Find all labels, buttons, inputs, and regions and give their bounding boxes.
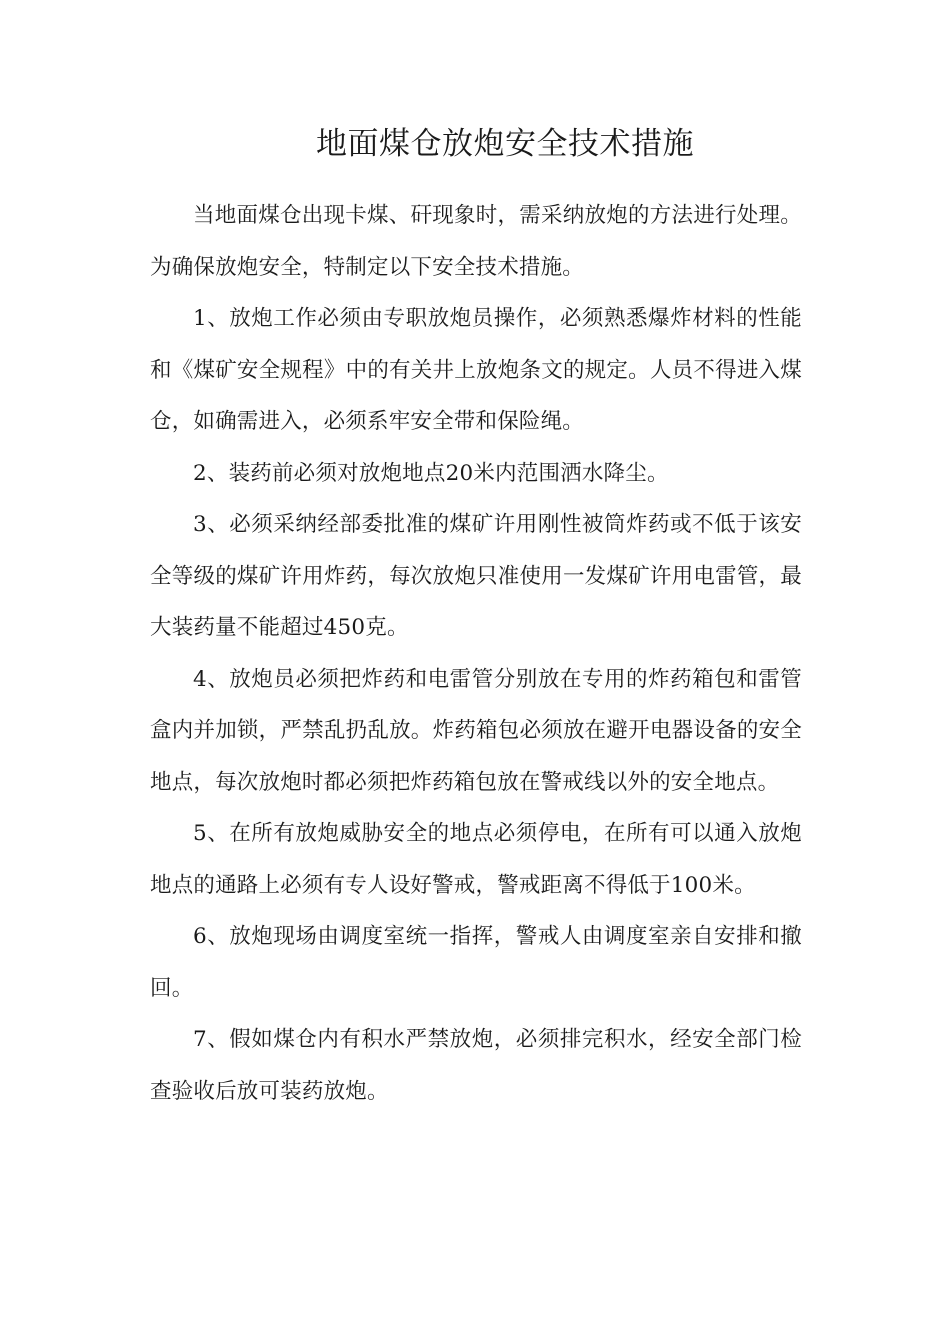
paragraph-item-5: 5、在所有放炮威胁安全的地点必须停电，在所有可以通入放炮地点的通路上必须有专人设好警戒，警戒距离不得低于100米。 [150, 821, 802, 898]
paragraph-item-3: 3、必须采纳经部委批准的煤矿许用刚性被筒炸药或不低于该安全等级的煤矿许用炸药，每次放炮只准使用一发煤矿许用电雷管，最大装药量不能超过450克。 [150, 512, 802, 640]
paragraph-item-4: 4、放炮员必须把炸药和电雷管分别放在专用的炸药箱包和雷管盒内并加锁，严禁乱扔乱放。炸药箱包必须放在避开电器设备的安全地点，每次放炮时都必须把炸药箱包放在警戒线以外的安全地点。 [150, 666, 802, 795]
document-title: 地面煤仓放炮安全技术措施 [316, 126, 694, 162]
paragraph-item-2: 2、装药前必须对放炮地点20米内范围洒水降尘。 [193, 460, 669, 486]
document-body [150, 190, 802, 1117]
paragraph-item-7: 7、假如煤仓内有积水严禁放炮，必须排完积水，经安全部门检查验收后放可装药放炮。 [150, 1027, 802, 1104]
paragraph-item-1: 1、放炮工作必须由专职放炮员操作，必须熟悉爆炸材料的性能和《煤矿安全规程》中的有关井上放炮条文的规定。人员不得进入煤仓，如确需进入，必须系牢安全带和保险绳。 [150, 306, 802, 434]
paragraph-intro: 当地面煤仓出现卡煤、矸现象时，需采纳放炮的方法进行处理。为确保放炮安全，特制定以下安全技术措施。 [150, 203, 802, 280]
paragraph-item-6: 6、放炮现场由调度室统一指挥，警戒人由调度室亲自安排和撤回。 [150, 924, 802, 1001]
